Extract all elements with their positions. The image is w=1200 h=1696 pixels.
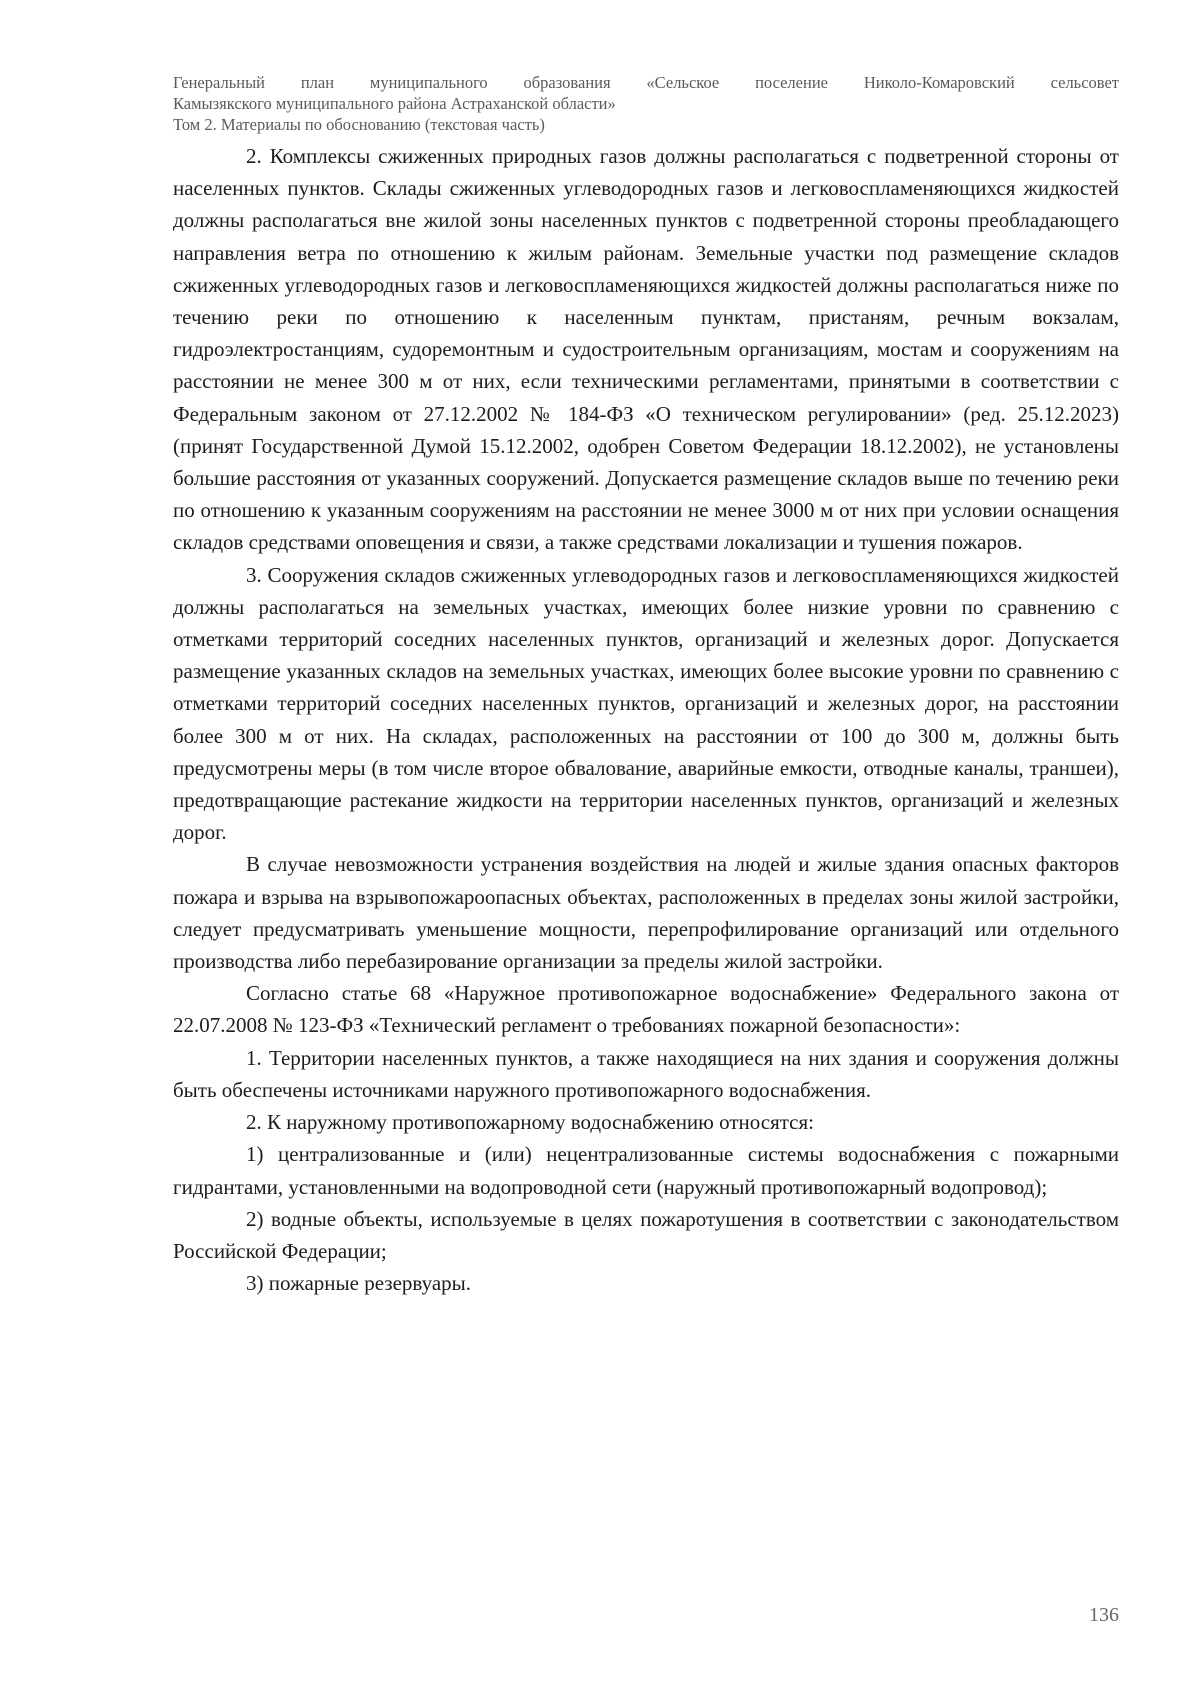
page-header — [173, 72, 1119, 135]
paragraph-item-1-territories: 1. Территории населенных пунктов, а также находящиеся на них здания и сооружения должны быть обеспечены источниками наружного противопожарного водоснабжения. — [173, 1045, 1119, 1102]
paragraph-impossibility-case: В случае невозможности устранения воздействия на людей и жилые здания опасных факторов пожара и взрыва на взрывопожароопасных объектах, расположенных в пределах зоны жилой застройки, следует предусматривать уменьшение мощности, перепрофилирование организаций или отдельного производства либо перебазирование организации за пределы жилой застройки. — [173, 852, 1119, 974]
paragraph-2-lpg-complexes: 2. Комплексы сжиженных природных газов должны располагаться с подветренной стороны от населенных пунктов. Склады сжиженных углеводородных газов и легковоспламеняющихся жидкостей должны располагаться вне жилой зоны населенных пунктов с подветренной стороны преобладающего направления ветра по отношению к жилым районам. Земельные участки под размещение складов сжиженных углеводородных газов и легковоспламеняющихся жидкостей должны располагаться ниже по течению реки по отношению к населенным пунктам, пристаням, речным вокзалам, гидроэлектростанциям, судоремонтным и судостроительным организациям, мостам и сооружениям на расстоянии не менее 300 м от них, если техническими регламентами, принятыми в соответствии с Федеральным законом от 27.12.2002 № 184-ФЗ «О техническом регулировании» (ред. 25.12.2023) (принят Государственной Думой 15.12.2002, одобрен Советом Федерации 18.12.2002), не установлены большие расстояния от указанных сооружений. Допускается размещение складов выше по течению реки по отношению к указанным сооружениям на расстоянии не менее 3000 м от них при условии оснащения складов средствами оповещения и связи, а также средствами локализации и тушения пожаров. — [173, 144, 1119, 555]
paragraph-3-storage-structures: 3. Сооружения складов сжиженных углеводородных газов и легковоспламеняющихся жидкостей должны располагаться на земельных участках, имеющих более низкие уровни по сравнению с отметками территорий соседних населенных пунктов, организаций и железных дорог. Допускается размещение указанных складов на земельных участках, имеющих более высокие уровни по сравнению с отметками территорий соседних населенных пунктов, организаций и железных дорог, на расстоянии более 300 м от них. На складах, расположенных на расстоянии от 100 до 300 м, должны быть предусмотрены меры (в том числе второе обвалование, аварийные емкости, отводные каналы, траншеи), предотвращающие растекание жидкости на территории населенных пунктов, организаций и железных дорог. — [173, 562, 1119, 845]
list-item-water-objects: 2) водные объекты, используемые в целях пожаротушения в соответствии с законодательством Российской Федерации; — [173, 1206, 1119, 1263]
header-line-1: Генеральный план муниципального образования «Сельское поселение Николо-Комаровский сельсовет — [173, 73, 1119, 92]
list-item-centralized-systems: 1) централизованные и (или) нецентрализованные системы водоснабжения с пожарными гидрантами, установленными на водопроводной сети (наружный противопожарный водопровод); — [173, 1142, 1119, 1199]
document-body — [173, 140, 1119, 1299]
list-item-fire-reservoirs: 3) пожарные резервуары. — [246, 1271, 472, 1296]
header-line-3: Том 2. Материалы по обоснованию (текстовая часть) — [173, 115, 545, 134]
header-line-2: Камызякского муниципального района Астраханской области» — [173, 94, 616, 113]
paragraph-article-68: Согласно статье 68 «Наружное противопожарное водоснабжение» Федерального закона от 22.07.2008 № 123-ФЗ «Технический регламент о требованиях пожарной безопасности»: — [173, 981, 1119, 1038]
page-number: 136 — [1089, 1604, 1119, 1626]
paragraph-item-2-water-supply: 2. К наружному противопожарному водоснабжению относятся: — [246, 1110, 814, 1135]
